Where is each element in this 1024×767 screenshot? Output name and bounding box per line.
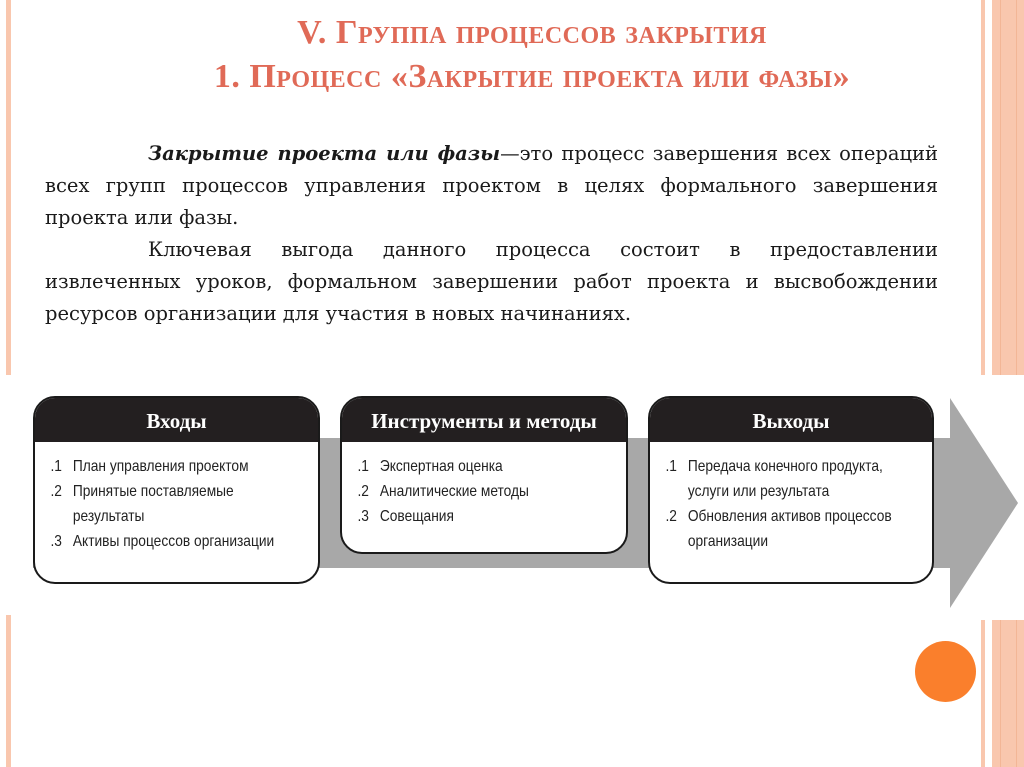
inputs-box [33,396,320,584]
definition-body: —это процесс завершения всех операций всех групп процессов управления проектом в целях формального завершения проекта или фазы. [45,142,938,229]
right-stripe-wide-bottom [992,620,1024,767]
tools-box-title: Инструменты и методы [342,398,626,442]
definition-text [45,138,938,330]
list-item: .3 Активы процессов организации [50,533,275,550]
slide-title-line2: 1. Процесс «Закрытие проекта или фазы» [213,58,851,95]
list-item: .1 Передача конечного продукта, услуги или результата [665,458,883,500]
paragraph-benefit: Ключевая выгода данного процесса состоит в предоставлении извлеченных уроков, формальном завершении работ проекта и высвобождении ресурсов организации для участия в новых начинаниях. [45,238,938,325]
paragraph-definition [45,138,938,234]
list-item: .2 Аналитические методы [357,483,529,500]
list-item: .2 Принятые поставляемые результаты [50,483,234,525]
tools-box [340,396,628,554]
slide-title-line1: V. Группа процессов закрытия [297,14,767,51]
left-stripe-bottom [6,615,11,767]
definition-term: Закрытие проекта или фазы [148,142,501,165]
list-item: .1 План управления проектом [50,458,249,475]
process-flow-arrowhead [950,398,1018,608]
right-stripe-thin-bottom [981,620,985,767]
tools-list [342,442,628,529]
inputs-list [35,442,320,554]
list-item: .3 Совещания [357,508,454,525]
outputs-box [648,396,934,584]
list-item: .2 Обновления активов процессов организации [665,508,892,550]
inputs-box-title: Входы [35,398,318,442]
decorative-orange-dot [915,641,976,702]
outputs-box-title: Выходы [650,398,932,442]
outputs-list [650,442,934,554]
list-item: .1 Экспертная оценка [357,458,503,475]
